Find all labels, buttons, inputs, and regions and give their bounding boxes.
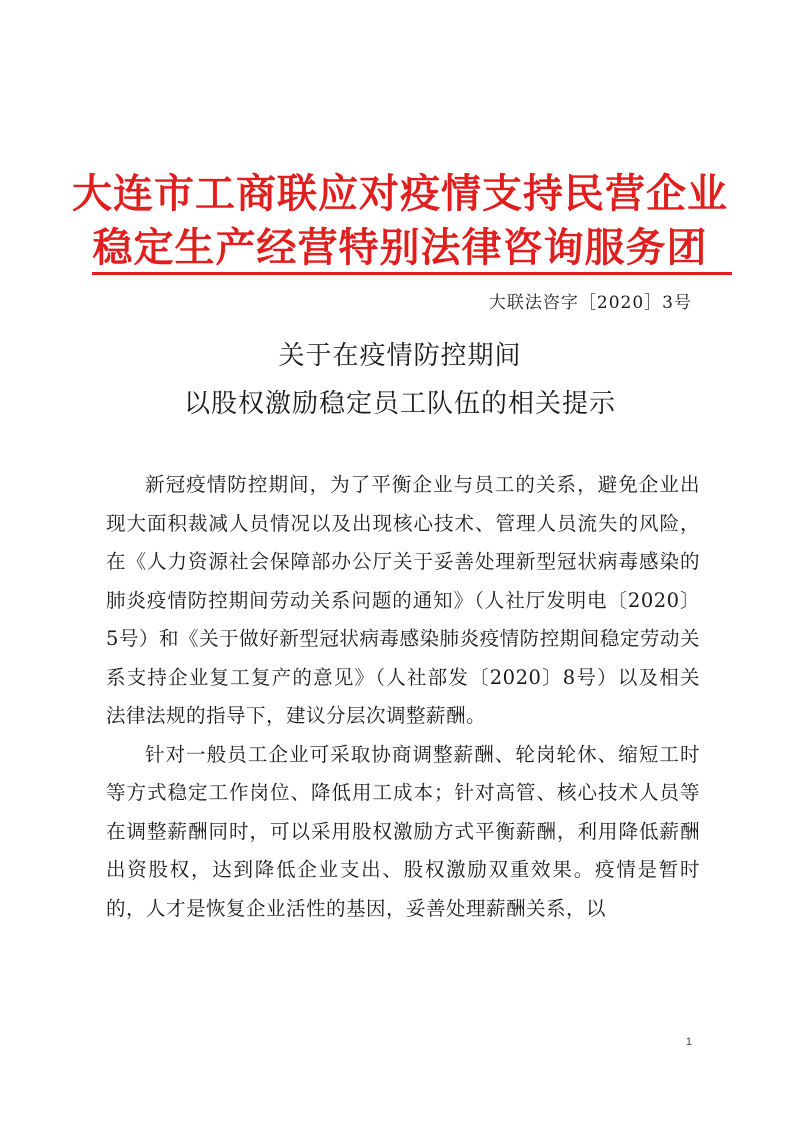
header-red-rule bbox=[92, 272, 732, 275]
document-title-line-1: 关于在疫情防控期间 bbox=[278, 341, 522, 371]
document-body bbox=[106, 466, 700, 928]
page-number: 1 bbox=[685, 1036, 692, 1048]
header-title-line-1: 大连市工商联应对疫情支持民营企业 bbox=[72, 171, 728, 217]
header-title-line-2: 稳定生产经营特别法律咨询服务团 bbox=[92, 225, 708, 271]
document-number: 大联法咨字［2020］3号 bbox=[488, 293, 692, 313]
body-paragraph-2: 针对一般员工企业可采取协商调整薪酬、轮岗轮休、缩短工时等方式稳定工作岗位、降低用工成本；针对高管、核心技术人员等在调整薪酬同时，可以采用股权激励方式平衡薪酬，利用降低薪酬出资股权，达到降低企业支出、股权激励双重效果。疫情是暂时的，人才是恢复企业活性的基因，妥善处理薪酬关系，以 bbox=[106, 742, 700, 920]
body-paragraph-1: 新冠疫情防控期间，为了平衡企业与员工的关系，避免企业出现大面积裁减人员情况以及出现核心技术、管理人员流失的风险，在《人力资源社会保障部办公厅关于妥善处理新型冠状病毒感染的肺炎疫情防控期间劳动关系问题的通知》（人社厅发明电〔2020〕5号）和《关于做好新型冠状病毒感染肺炎疫情防控期间稳定劳动关系支持企业复工复产的意见》（人社部发〔2020〕8号）以及相关法律法规的指导下，建议分层次调整薪酬。 bbox=[106, 473, 700, 727]
document-title-line-2: 以股权激励稳定员工队伍的相关提示 bbox=[183, 389, 616, 419]
